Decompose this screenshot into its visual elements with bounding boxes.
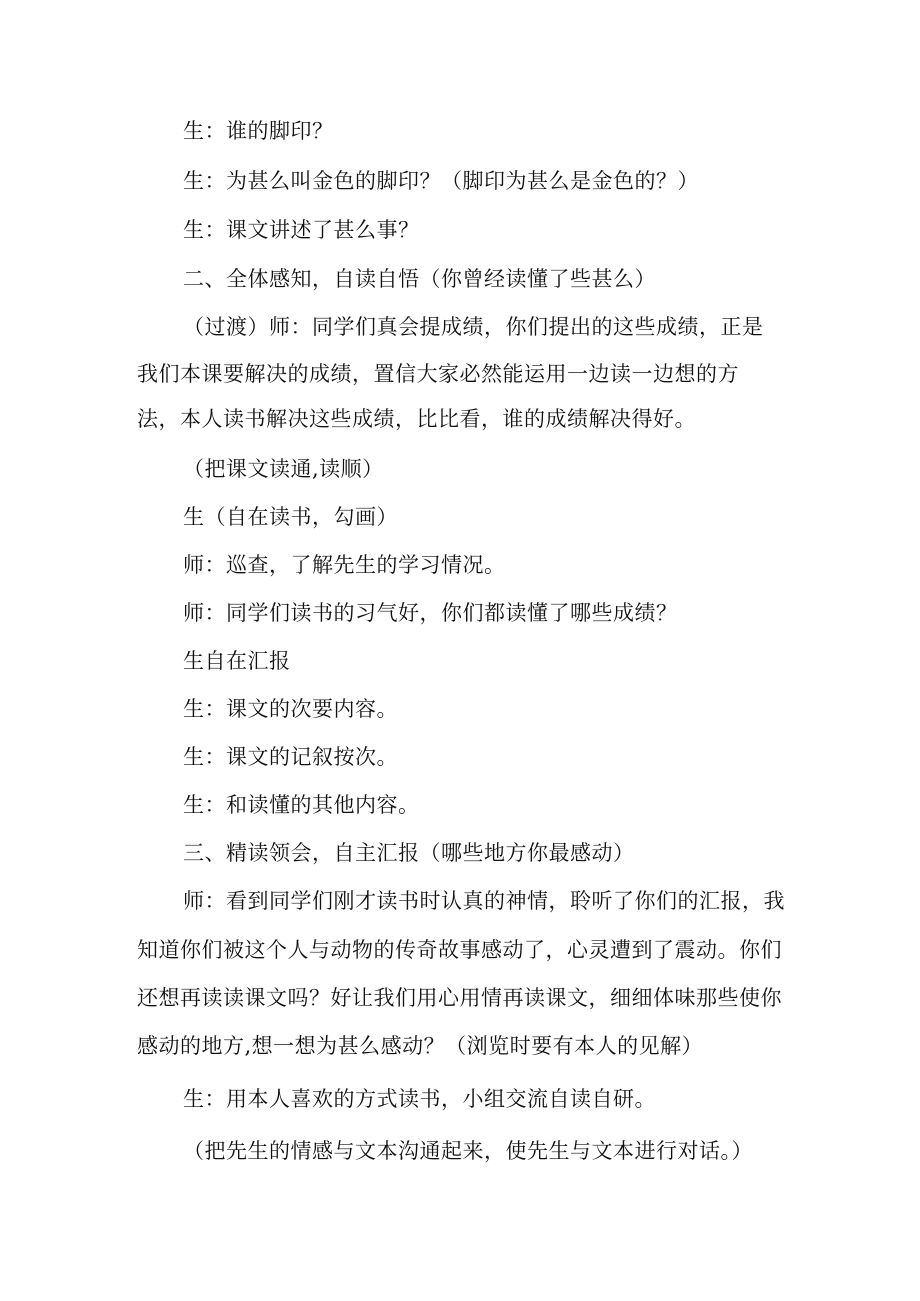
dialogue-line: 师：巡查，了解先生的学习情况。	[183, 553, 506, 577]
dialogue-line: 生：谁的脚印？	[183, 119, 334, 143]
dialogue-line: 生：课文讲述了甚么事？	[183, 218, 420, 242]
dialogue-line: 师：同学们读书的习气好，你们都读懂了哪些成绩？	[183, 601, 678, 625]
paragraph-line: （过渡）师：同学们真会提成绩，你们提出的这些成绩，正是	[183, 315, 764, 339]
note-line: （把课文读通,读顺）	[183, 457, 384, 481]
paragraph-line: 感动的地方,想一想为甚么感动？（浏览时要有本人的见解）	[137, 1034, 704, 1058]
paragraph-line: 法，本人读书解决这些成绩，比比看，谁的成绩解决得好。	[137, 407, 696, 431]
section-heading: 二、全体感知，自读自悟（你曾经读懂了些甚么）	[183, 267, 656, 291]
dialogue-line: 生：课文的次要内容。	[183, 697, 398, 721]
dialogue-line: 生（自在读书，勾画）	[183, 505, 398, 529]
paragraph-line: 师：看到同学们刚才读书时认真的神情，聆听了你们的汇报，我	[183, 889, 785, 913]
dialogue-line: 生：用本人喜欢的方式读书，小组交流自读自研。	[183, 1087, 656, 1111]
dialogue-line: 生自在汇报	[183, 649, 291, 673]
note-line: （把先生的情感与文本沟通起来，使先生与文本进行对话。）	[183, 1139, 753, 1163]
paragraph-line: 知道你们被这个人与动物的传奇故事感动了，心灵遭到了震动。你们	[137, 938, 782, 962]
dialogue-line: 生：为甚么叫金色的脚印？（脚印为甚么是金色的？）	[183, 169, 699, 193]
section-heading: 三、精读领会，自主汇报（哪些地方你最感动）	[183, 841, 635, 865]
paragraph-line: 我们本课要解决的成绩，置信大家必然能运用一边读一边想的方	[137, 362, 739, 386]
dialogue-line: 生：课文的记叙按次。	[183, 745, 398, 769]
dialogue-line: 生：和读懂的其他内容。	[183, 793, 420, 817]
paragraph-line: 还想再读读课文吗？好让我们用心用情再读课文，细细体味那些使你	[137, 986, 782, 1010]
